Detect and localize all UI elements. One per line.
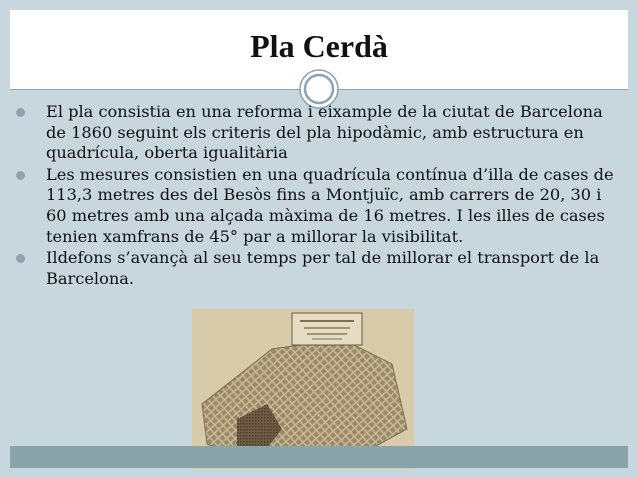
slide-title: Pla Cerdà	[250, 28, 388, 64]
plan-cerda-map-image	[192, 309, 414, 469]
bullet-item: Ildefons s’avançà al seu temps per tal de millorar el transport de la Barcelona.	[10, 248, 620, 289]
bullet-item: El pla consistia en una reforma i eixample de la ciutat de Barcelona de 1860 seguint els criteris del pla hipodàmic, amb estructura en quadrícula, oberta igualitària	[10, 102, 620, 164]
bullet-item: Les mesures consistien en una quadrícula contínua d’illa de cases de 113,3 metres des del Besòs fins a Montjuïc, amb carrers de 20, 30 i 60 metres amb una alçada màxima de 16 metres. I les illes de cases tenien xamfrans de 45° par a millorar la visibilitat.	[10, 165, 620, 247]
bottom-band	[10, 446, 628, 468]
plan-cerda-map-icon	[192, 309, 414, 469]
slide-content	[10, 102, 620, 290]
bullet-list	[10, 102, 620, 289]
